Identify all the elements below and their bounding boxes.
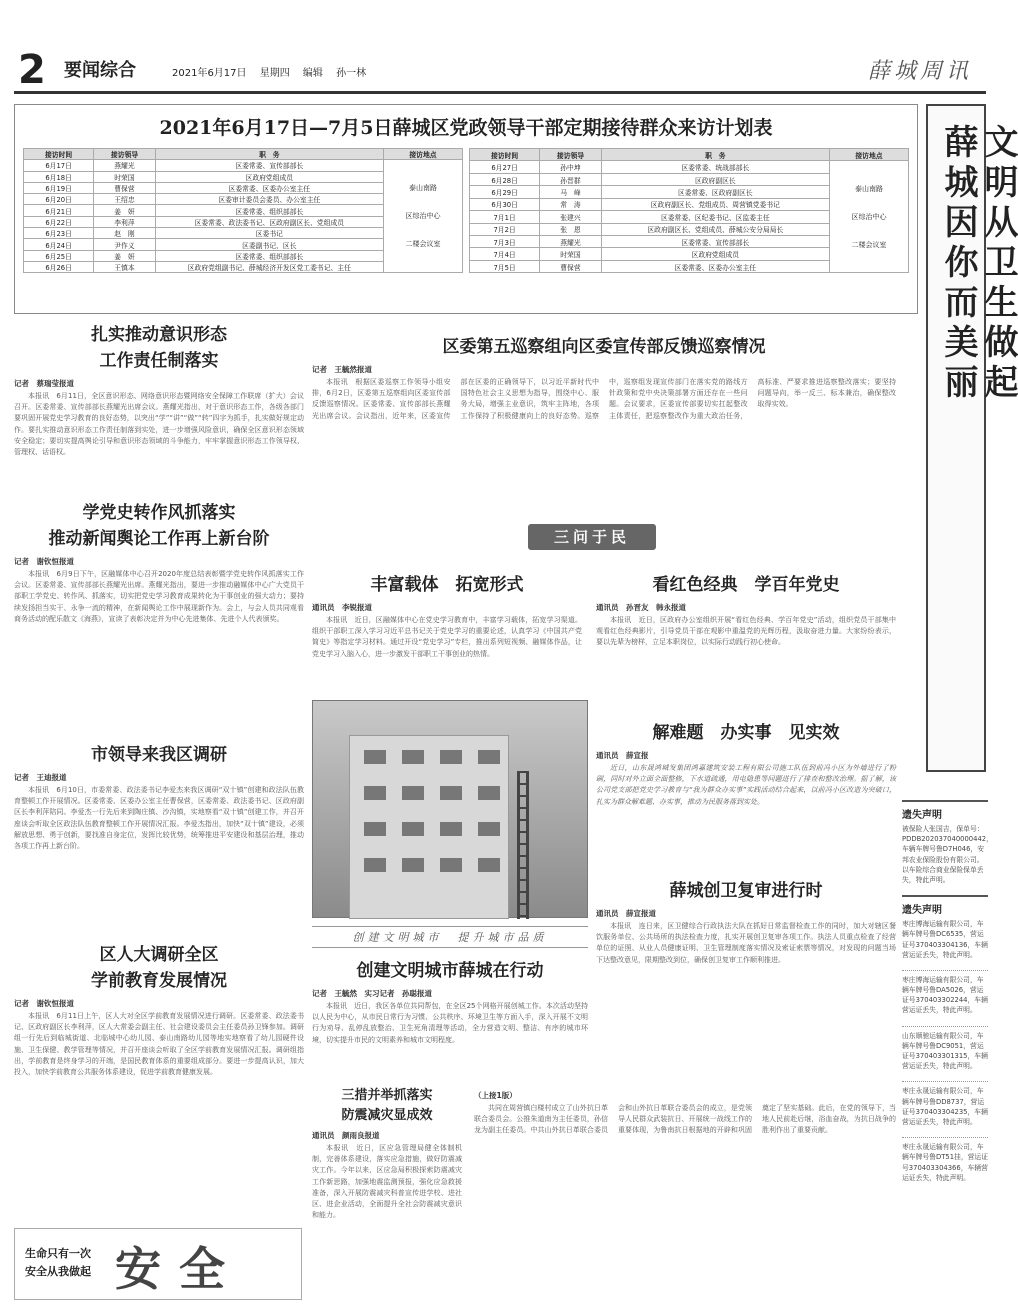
schedule-cell-title: 区委常委、组织部部长 xyxy=(155,205,383,216)
schedule-cell-leader: 燕耀光 xyxy=(94,160,155,171)
slogan-line-2: 安全从我做起 xyxy=(25,1265,91,1278)
article-byline: 记者 王毓然报道 xyxy=(312,365,372,374)
article-party-history xyxy=(14,500,304,697)
article-preschool xyxy=(14,942,304,1191)
schedule-cell-title: 区委常委、政法委书记、区政府副区长、党组成员 xyxy=(155,216,383,227)
article-byline: 记者 谢钦恒报道 xyxy=(14,557,74,566)
schedule-cell-date: 7月4日 xyxy=(470,248,540,260)
schedule-cell-date: 6月17日 xyxy=(24,160,94,171)
article-body: 本报讯 近日，区应急管理局健全体制机制，完善体系建设，落实应急措施，做好防震减灾工作。今年以来，区应急局积极探索防震减灾工作新思路，加强地震监测预报，强化应急救援准备，深入开展防震减灾科普宣传进学校、进社区、进企业活动，全面提升全社会防震减灾意识和能力。 xyxy=(312,1144,462,1220)
schedule-cell-title: 区委审计委员会委员、办公室主任 xyxy=(155,194,383,205)
schedule-header-cell: 接访时间 xyxy=(470,149,540,161)
article-body: 本报讯 近日，区融媒体中心在党史学习教育中，丰富学习载体，拓宽学习渠道。组织干部职工深入学习习近平总书记关于党史学习的重要论述，认真学习《中国共产党简史》等指定学习材料。通过开设“党史学习”专栏，推出系列短视频、融媒体作品，让党史学习入脑入心，进一步激发干部职工干事创业的热情。 xyxy=(312,616,582,658)
editor-label: 编辑 xyxy=(302,68,323,79)
editor-name: 孙一林 xyxy=(336,68,367,79)
schedule-cell-title: 区政府党组成员 xyxy=(155,171,383,182)
article-title: 三措并举抓落实 xyxy=(341,1088,433,1103)
photo-building-renovation xyxy=(312,700,588,918)
ladder-image xyxy=(517,771,529,919)
article-title: 解难题 办实事 见实效 xyxy=(652,723,840,743)
article-byline: 通讯员 薛宣报 xyxy=(596,751,649,760)
article-title: 学党史转作风抓落实 xyxy=(82,503,236,523)
schedule-header-cell: 接访领导 xyxy=(540,149,601,161)
article-title: 丰富载体 拓宽形式 xyxy=(370,575,524,595)
article-inspection xyxy=(312,334,896,499)
schedule-cell-title: 区委副书记、区长 xyxy=(155,239,383,250)
notice-item xyxy=(902,1081,988,1127)
article-ideology xyxy=(14,322,304,495)
schedule-table-right xyxy=(469,148,909,273)
article-body: 本报讯 6月9日下午，区融媒体中心召开2020年度总结表彰暨学党史转作风抓落实工作会议。区委常委、宣传部部长燕耀光出席。燕耀光指出，要进一步推动融媒体中心广大党员干部职工学党史、转作风、抓落实，切实把党史学习教育成果转化为干事创业的强大动力；要持续发扬担当实干、永争一流的精神，在新闻舆论工作中展现新作为。会上，与会人员共同观看商务活动的配乐散文《海燕》，宣读了表彰决定并为中心先进集体、先进个人代表颁奖。 xyxy=(14,570,304,623)
schedule-header-cell: 职 务 xyxy=(155,149,383,160)
lost-notices xyxy=(902,800,993,1193)
table-row xyxy=(24,160,463,171)
schedule-cell-date: 6月26日 xyxy=(24,261,94,272)
schedule-cell-leader: 姜 妍 xyxy=(94,250,155,261)
schedule-cell-leader: 常 涛 xyxy=(540,198,601,210)
article-title: 防震减灾显成效 xyxy=(341,1108,433,1123)
article-body: 本报讯 近日，我区各单位共同帮包，在全区25个网格开展创城工作。本次活动坚持以人民为中心，从市民日常行为习惯、公共秩序、环境卫生等方面入手，深入开展不文明行为劝导、乱停乱放整治、卫生死角清理等活动，全力营造文明、整洁、有序的城市环境，切实提升市民的文明素养和城市文明程度。 xyxy=(312,1002,588,1044)
article-city-leader xyxy=(14,742,304,933)
article-title: 创建文明城市薛城在行动 xyxy=(356,961,544,981)
schedule-header-cell: 职 务 xyxy=(601,149,829,161)
notice-body: 被保险人张国吉，保单号：PDDB202037040000442，车辆车牌号鲁D7H046，安邦农业保险股份有限公司。以车险综合商业保险保单丢失，特此声明。 xyxy=(902,825,993,884)
schedule-cell-date: 6月28日 xyxy=(470,173,540,185)
schedule-cell-date: 6月30日 xyxy=(470,198,540,210)
article-byline: 记者 王迪报道 xyxy=(14,773,67,782)
article-earthquake xyxy=(312,1086,462,1289)
notice-body: 枣庄博海运输有限公司，车辆车牌号鲁DC6535，营运证号370403304136，车辆营运证丢失，特此声明。 xyxy=(902,920,988,959)
schedule-cell-date: 6月24日 xyxy=(24,239,94,250)
notice-item xyxy=(902,1137,988,1183)
masthead xyxy=(14,46,986,94)
article-body: 近日，山东晟鸿城发集团鸿嘉建筑安装工程有限公司施工队伍到前冯小区为外墙进行了粉刷，同时对外立面全面整修，下水道疏通，用电隐患等问题进行了排查和整改治理。据了解，该公司党支部把党史学习教育与“我为群众办实事”实践活动结合起来，以前冯小区改造为突破口，扎实为群众解难题、办实事，推动为民服务落到实处。 xyxy=(596,764,896,806)
schedule-cell-title: 区委常委、宣传部部长 xyxy=(601,235,829,247)
banner-line-2: 薛城因你而美丽 xyxy=(938,124,978,404)
article-byline: 记者 王毓然 实习记者 孙聪报道 xyxy=(312,989,432,998)
schedule-cell-date: 6月25日 xyxy=(24,250,94,261)
schedule-cell-leader: 王绍忠 xyxy=(94,194,155,205)
schedule-cell-leader: 曹保营 xyxy=(540,260,601,272)
notice-item xyxy=(902,970,988,1016)
schedule-cell-title: 区政府党组成员 xyxy=(601,248,829,260)
safety-big-text: 安全 xyxy=(115,1242,243,1296)
issue-date: 2021年6月17日 xyxy=(172,68,247,79)
schedule-title: 2021年6月17日—7月5日薛城区党政领导干部定期接待群众来访计划表 xyxy=(159,117,773,139)
table-row xyxy=(470,161,909,173)
article-red-classics xyxy=(596,572,896,687)
schedule-cell-date: 6月29日 xyxy=(470,186,540,198)
article-byline: 通讯员 孙晋友 韩永报道 xyxy=(596,603,686,612)
column-banner-civilized-city: 创建文明城市 提升城市品质 xyxy=(312,926,588,948)
schedule-cell-leader: 时荣国 xyxy=(94,171,155,182)
article-byline: 通讯员 薛宣报道 xyxy=(596,909,656,918)
page-number: 2 xyxy=(18,47,46,93)
notice-title: 遗失声明 xyxy=(902,810,942,821)
schedule-cell-title: 区委常委、区委办公室主任 xyxy=(155,182,383,193)
schedule-cell-title: 区委常委、宣传部部长 xyxy=(155,160,383,171)
article-body: 本报讯 6月11日，全区意识形态、网络意识形态暨网络安全保障工作联席（扩大）会议召开。区委常委、宣传部部长燕耀光出席会议。燕耀光指出，对于意识形态工作，各级各部门要巩固开展党史学习教育的良好态势，以突出“学”“讲”“做”“转”四字为抓手，扎实做好规定动作。要扎实推动意识形态工作责任制落到实处，进一步增强风险意识，确保全区意识形态领域安全稳定；要切实提高舆论引导和意识形态领域的斗争能力，牢牢掌握意识形态工作领导权、管理权、话语权。 xyxy=(14,392,304,456)
schedule-cell-leader: 姜 妍 xyxy=(94,205,155,216)
building-image xyxy=(349,735,509,919)
paper-logo: 薛城周讯 xyxy=(867,59,972,84)
article-byline: 通讯员 李锐报道 xyxy=(312,603,372,612)
schedule-cell-leader: 李利萍 xyxy=(94,216,155,227)
notice-title: 遗失声明 xyxy=(902,905,942,917)
schedule-cell-title: 区政府副区长 xyxy=(601,173,829,185)
schedule-cell-title: 区委常委、区委办公室主任 xyxy=(601,260,829,272)
schedule-cell-title: 区委常委、统战部部长 xyxy=(601,161,829,173)
schedule-cell-title: 区政府副区长、党组成员、薛城公安分局局长 xyxy=(601,223,829,235)
schedule-cell-title: 区政府副区长、党组成员、周营镇党委书记 xyxy=(601,198,829,210)
article-title: 薛城创卫复审进行时 xyxy=(669,881,823,901)
article-continued-label: （上接1版） xyxy=(474,1091,517,1100)
schedule-cell-leader: 时荣国 xyxy=(540,248,601,260)
schedule-cell-date: 6月18日 xyxy=(24,171,94,182)
article-title: 区委第五巡察组向区委宣传部反馈巡察情况 xyxy=(442,337,766,357)
schedule-cell-leader: 孙中坤 xyxy=(540,161,601,173)
article-title: 工作责任制落实 xyxy=(99,351,219,371)
schedule-header-row xyxy=(24,149,463,160)
schedule-cell-title: 区政府党组副书记、薛城经济开发区党工委书记、主任 xyxy=(155,261,383,272)
article-body: 本报讯 近日，区政府办公室组织开展“看红色经典、学百年党史”活动，组织党员干部集中观看红色经典影片，引导党员干部在观影中重温党的光辉历程，汲取奋进力量。大家纷纷表示，要以先辈为榜样，立足本职岗位，以实际行动践行初心使命。 xyxy=(596,616,896,647)
section-name: 要闻综合 xyxy=(64,60,136,81)
notice-item xyxy=(902,1026,988,1072)
notice-body: 枣庄博海运输有限公司，车辆车牌号鲁DA5026，营运证号370403302244，车辆营运证丢失，特此声明。 xyxy=(902,975,988,1015)
article-title: 市领导来我区调研 xyxy=(91,745,227,765)
schedule-header-cell: 接访时间 xyxy=(24,149,94,160)
schedule-cell-leader: 王慎本 xyxy=(94,261,155,272)
issue-weekday: 星期四 xyxy=(259,68,290,79)
notice-body: 枣庄永晟运输有限公司，车辆车牌号鲁DD8737，营运证号370403304235，车辆营运证丢失，特此声明。 xyxy=(902,1087,988,1126)
article-title: 扎实推动意识形态 xyxy=(91,325,227,345)
article-body: 本报讯 6月11日上午，区人大对全区学前教育发展情况进行调研。区委常委、政法委书记、区政府副区长李利萍，区人大常委会副主任、社会建设委员会主任委员孙卫锋参加。调研组一行先后到临城街道、北临城中心幼儿园、泰山南路幼儿园等地实地察看了幼儿园硬件设施、卫生保健、教学管理等情况，并召开座谈会听取了全区学前教育发展情况汇报。调研组指出，学前教育是终身学习的开端，是国民教育体系的重要组成部分。要进一步提高认识，加大投入，加快学前教育公共服务体系建设，促进学前教育健康发展。 xyxy=(14,1012,304,1076)
side-banner xyxy=(926,104,1018,772)
schedule-cell-date: 7月1日 xyxy=(470,211,540,223)
issue-meta xyxy=(172,64,376,79)
article-continued xyxy=(474,1086,896,1303)
schedule-cell-title: 区委常委、区纪委书记、区监委主任 xyxy=(601,211,829,223)
article-solve-problems xyxy=(596,720,896,859)
article-byline: 记者 蔡瑞莹报道 xyxy=(14,379,74,388)
schedule-header-cell: 接访地点 xyxy=(829,149,908,161)
article-title: 推动新闻舆论工作再上新台阶 xyxy=(48,529,270,549)
schedule-cell-title: 区委常委、区政府副区长 xyxy=(601,186,829,198)
schedule-cell-title: 区委常委、组织部部长 xyxy=(155,250,383,261)
schedule-cell-leader: 曹保营 xyxy=(94,182,155,193)
article-body: 本报讯 根据区委巡察工作领导小组安排，6月2日，区委第五巡察组向区委宣传部反馈巡察情况。区委常委、宣传部部长燕耀光出席会议。会议指出，近年来，区委宣传部在区委的正确领导下，以习近平新时代中国特色社会主义思想为指导，围绕中心、服务大局，增强主业意识，筑牢主阵地，各项工作保持了积极健康向上的良好态势。巡察中，巡察组发现宣传部门在落实党的路线方针政策和党中央决策部署方面还存在一些问题。会议要求，区委宣传部要切实扛起整改主体责任，把巡察整改作为重大政治任务，高标准、严要求推进巡察整改落实；要坚持问题导向，举一反三、标本兼治，确保整改取得实效。 xyxy=(312,378,896,420)
article-health-review xyxy=(596,878,896,1021)
safety-slogan-box xyxy=(14,1228,302,1300)
schedule-cell-date: 6月20日 xyxy=(24,194,94,205)
article-rich-carriers xyxy=(312,572,582,687)
schedule-cell-date: 6月23日 xyxy=(24,228,94,239)
schedule-cell-date: 7月5日 xyxy=(470,260,540,272)
article-civilized-city xyxy=(312,958,588,1067)
banner-slogan xyxy=(938,124,1018,404)
schedule-cell-date: 6月27日 xyxy=(470,161,540,173)
schedule-cell-leader: 燕耀光 xyxy=(540,235,601,247)
notice-item xyxy=(902,895,988,960)
schedule-cell-leader: 赵 刚 xyxy=(94,228,155,239)
schedule-table-left xyxy=(23,148,463,273)
schedule-header-cell: 接访地点 xyxy=(383,149,462,160)
schedule-cell-date: 7月2日 xyxy=(470,223,540,235)
notice-body: 山东顺驰运输有限公司，车辆车牌号鲁DC9051，营运证号370403301315，车辆营运证丢失，特此声明。 xyxy=(902,1031,988,1071)
reception-schedule xyxy=(14,104,918,314)
notice-item xyxy=(902,800,993,885)
schedule-header-row xyxy=(470,149,909,161)
notice-body: 枣庄永晟运输有限公司，车辆车牌号鲁DT51挂，营运证号370403304366，车辆营运证丢失，特此声明。 xyxy=(902,1143,989,1182)
schedule-cell-leader: 张建兴 xyxy=(540,211,601,223)
schedule-cell-date: 7月3日 xyxy=(470,235,540,247)
schedule-cell-leader: 尹作义 xyxy=(94,239,155,250)
article-title: 学前教育发展情况 xyxy=(91,971,227,991)
schedule-cell-date: 6月21日 xyxy=(24,205,94,216)
schedule-cell-leader: 孙晋群 xyxy=(540,173,601,185)
article-byline: 记者 谢钦恒报道 xyxy=(14,999,74,1008)
schedule-header-cell: 接访领导 xyxy=(94,149,155,160)
safety-slogan xyxy=(25,1245,91,1281)
schedule-cell-location: 泰山南路 区综治中心 二楼会议室 xyxy=(829,161,908,273)
schedule-cell-date: 6月19日 xyxy=(24,182,94,193)
article-body: 共同在周营镇白楼村成立了山外抗日革联合委员会。公推朱道南为主任委员，孙信龙为副主任委员。中共山外抗日革联合委员会和山外抗日革联合委员会的成立，是党领导人民群众武装抗日、开展统一战线工作的重要体现，为鲁南抗日根据地的开辟和巩固奠定了坚实基础。此后，在党的领导下，当地人民前赴后继，浴血奋战，为抗日战争的胜利作出了重要贡献。 xyxy=(474,1104,896,1135)
schedule-cell-location: 泰山南路 区综治中心 二楼会议室 xyxy=(383,160,462,273)
article-body: 本报讯 6月10日，市委常委、政法委书记李爱杰来我区调研“双十镇”创建和政法队伍教育整顿工作开展情况。区委常委、区委办公室主任曹保营，区委常委、政法委书记、区政府副区长李利萍陪同。李爱杰一行先后来到陶庄镇、沙沟镇，实地察看“双十镇”创建工作，并召开座谈会听取全区政法队伍教育整顿工作开展情况汇报。李爱杰指出，加快“双十镇”建设，必须解放思想、勇于创新，要找准自身定位，发挥比较优势，统筹推进平安建设和基层治理，推动各项工作再上新台阶。 xyxy=(14,786,304,850)
article-body: 本报讯 连日来，区卫健综合行政执法大队在抓好日常监督检查工作的同时，加大对辖区餐饮服务单位、公共场所的执法检查力度，扎实开展创卫复审各项工作。执法人员重点检查了经营单位的证照、从业人员健康证明、卫生管理制度落实情况及索证索票等情况，对发现的问题当场下达整改意见，限期整改到位，确保创卫复审工作顺利推进。 xyxy=(596,922,896,964)
banner-line-1: 文明从卫生做起 xyxy=(978,124,1018,404)
schedule-cell-date: 6月22日 xyxy=(24,216,94,227)
schedule-cell-title: 区委书记 xyxy=(155,228,383,239)
column-banner-sanwen: 三问于民 xyxy=(528,524,656,550)
article-title: 区人大调研全区 xyxy=(99,945,219,965)
schedule-cell-leader: 马 峰 xyxy=(540,186,601,198)
article-title: 看红色经典 学百年党史 xyxy=(652,575,840,595)
schedule-cell-leader: 张 恩 xyxy=(540,223,601,235)
article-byline: 通讯员 颜雨良报道 xyxy=(312,1131,380,1140)
slogan-line-1: 生命只有一次 xyxy=(25,1247,91,1260)
